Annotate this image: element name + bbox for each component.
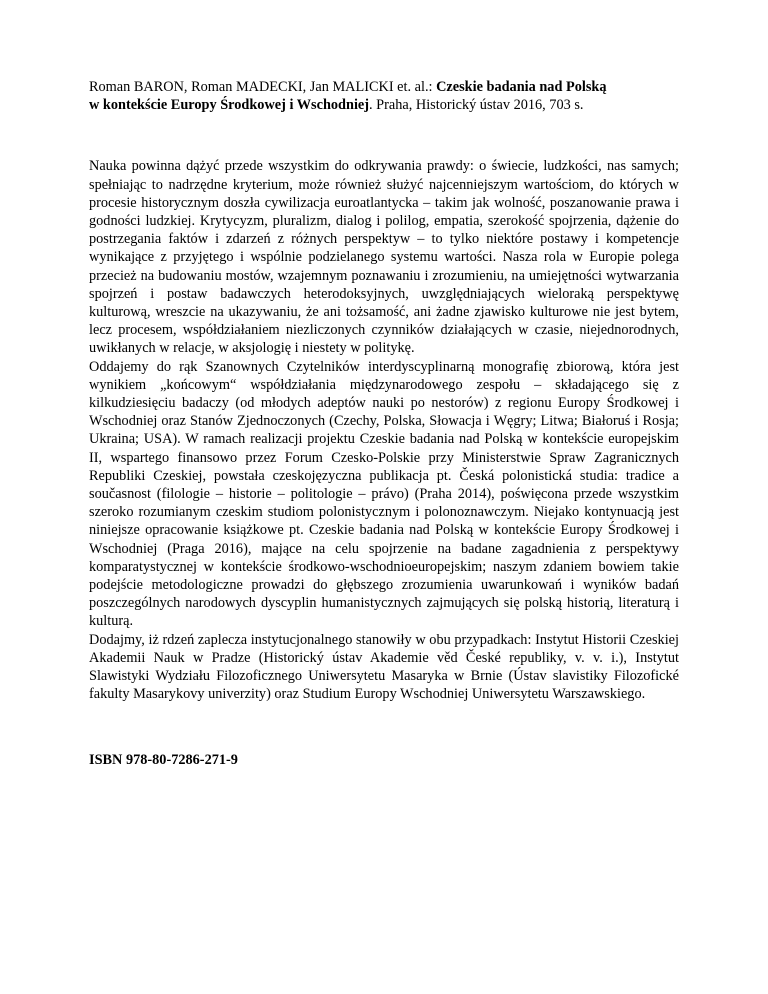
citation-title-line2: w kontekście Europy Środkowej i Wschodniej [89, 97, 370, 114]
document-page [89, 78, 679, 769]
isbn-line: ISBN 978-80-7286-271-9 [89, 751, 238, 768]
body-text [89, 157, 679, 703]
paragraph-2: Oddajemy do rąk Szanownych Czytelników interdyscyplinarną monografię zbiorową, która jest wynikiem „końcowym“ współdziałania międzynarodowego zespołu – składającego się z kilkudziesięciu badaczy (od młodych adeptów nauki po nestorów) z regionu Europy Środkowej i Wschodniej oraz Stanów Zjednoczonych (Czechy, Polska, Słowacja i Węgry; Litwa; Białoruś i Rosja; Ukraina; USA). W ramach realizacji projektu Czeskie badania nad Polską w kontekście europejskim II, wspartego finansowo przez Forum Czesko-Polskie przy Ministerstwie Spraw Zagranicznych Republiki Czeskiej, powstała czeskojęzyczna publikacja pt. Česká polonistická studia: tradice a současnost (filologie – historie – politologie – právo) (Praha 2014), poświęcona przede wszystkim szeroko rozumianym czeskim studiom polonistycznym i polonoznawczym. Niejako kontynuacją jest niniejsze opracowanie książkowe pt. Czeskie badania nad Polską w kontekście Europy Środkowej i Wschodniej (Praga 2016), mające na celu spojrzenie na badane zagadnienia z perspektywy komparatystycznej w kontekście środkowo-wschodnioeuropejskim; naszym zdaniem bowiem takie podejście metodologiczne prowadzi do głębszego zrozumienia uwarunkowań i wyników badań poszczególnych narodowych dyscyplin humanistycznych zajmujących się polską historią, literaturą i kulturą. [89, 358, 679, 630]
citation-publication: . Praha, Historický ústav 2016, 703 s. [369, 97, 584, 114]
citation-authors: Roman BARON, Roman MADECKI, Jan MALICKI et. al.: [89, 79, 437, 95]
book-citation [89, 78, 679, 114]
paragraph-3: Dodajmy, iż rdzeń zaplecza instytucjonalnego stanowiły w obu przypadkach: Instytut Historii Czeskiej Akademii Nauk w Pradze (Historický ústav Akademie věd České republiky, v. v. i.), Instytut Slawistyki Wydziału Filozoficznego Uniwersytetu Masaryka w Brnie (Ústav slavistiky Filozofické fakulty Masarykovy univerzity) oraz Studium Europy Wschodniej Uniwersytetu Warszawskiego. [89, 631, 679, 703]
citation-title-line1: Czeskie badania nad Polską [436, 79, 607, 95]
paragraph-1: Nauka powinna dążyć przede wszystkim do odkrywania prawdy: o świecie, ludzkości, nas samych; spełniając to nadrzędne kryterium, może również służyć najcenniejszym wartościom, do których w procesie historycznym doszła cywilizacja euroatlantycka – takim jak wolność, poszanowanie prawa i godności ludzkiej. Krytycyzm, pluralizm, dialog i polilog, empatia, szerokość spojrzenia, dążenie do postrzegania faktów i zdarzeń z różnych perspektyw – to tylko niektóre postawy i kompetencje wynikające z przyjętego i wspólnie podzielanego systemu wartości. Nasza rola w Europie polega przecież na budowaniu mostów, wzajemnym poznawaniu i zrozumieniu, na umiejętności wytwarzania spojrzeń i postaw badawczych heterodoksyjnych, uwzględniających wieloraką perspektywę kulturową, wreszcie na ukazywaniu, że ani tożsamość, ani żadne zjawisko kulturowe nie jest bytem, lecz procesem, współdziałaniem niezliczonych czynników działających w czasie, niejednorodnych, uwikłanych w relacje, w aksjologię i niestety w politykę. [89, 158, 679, 357]
